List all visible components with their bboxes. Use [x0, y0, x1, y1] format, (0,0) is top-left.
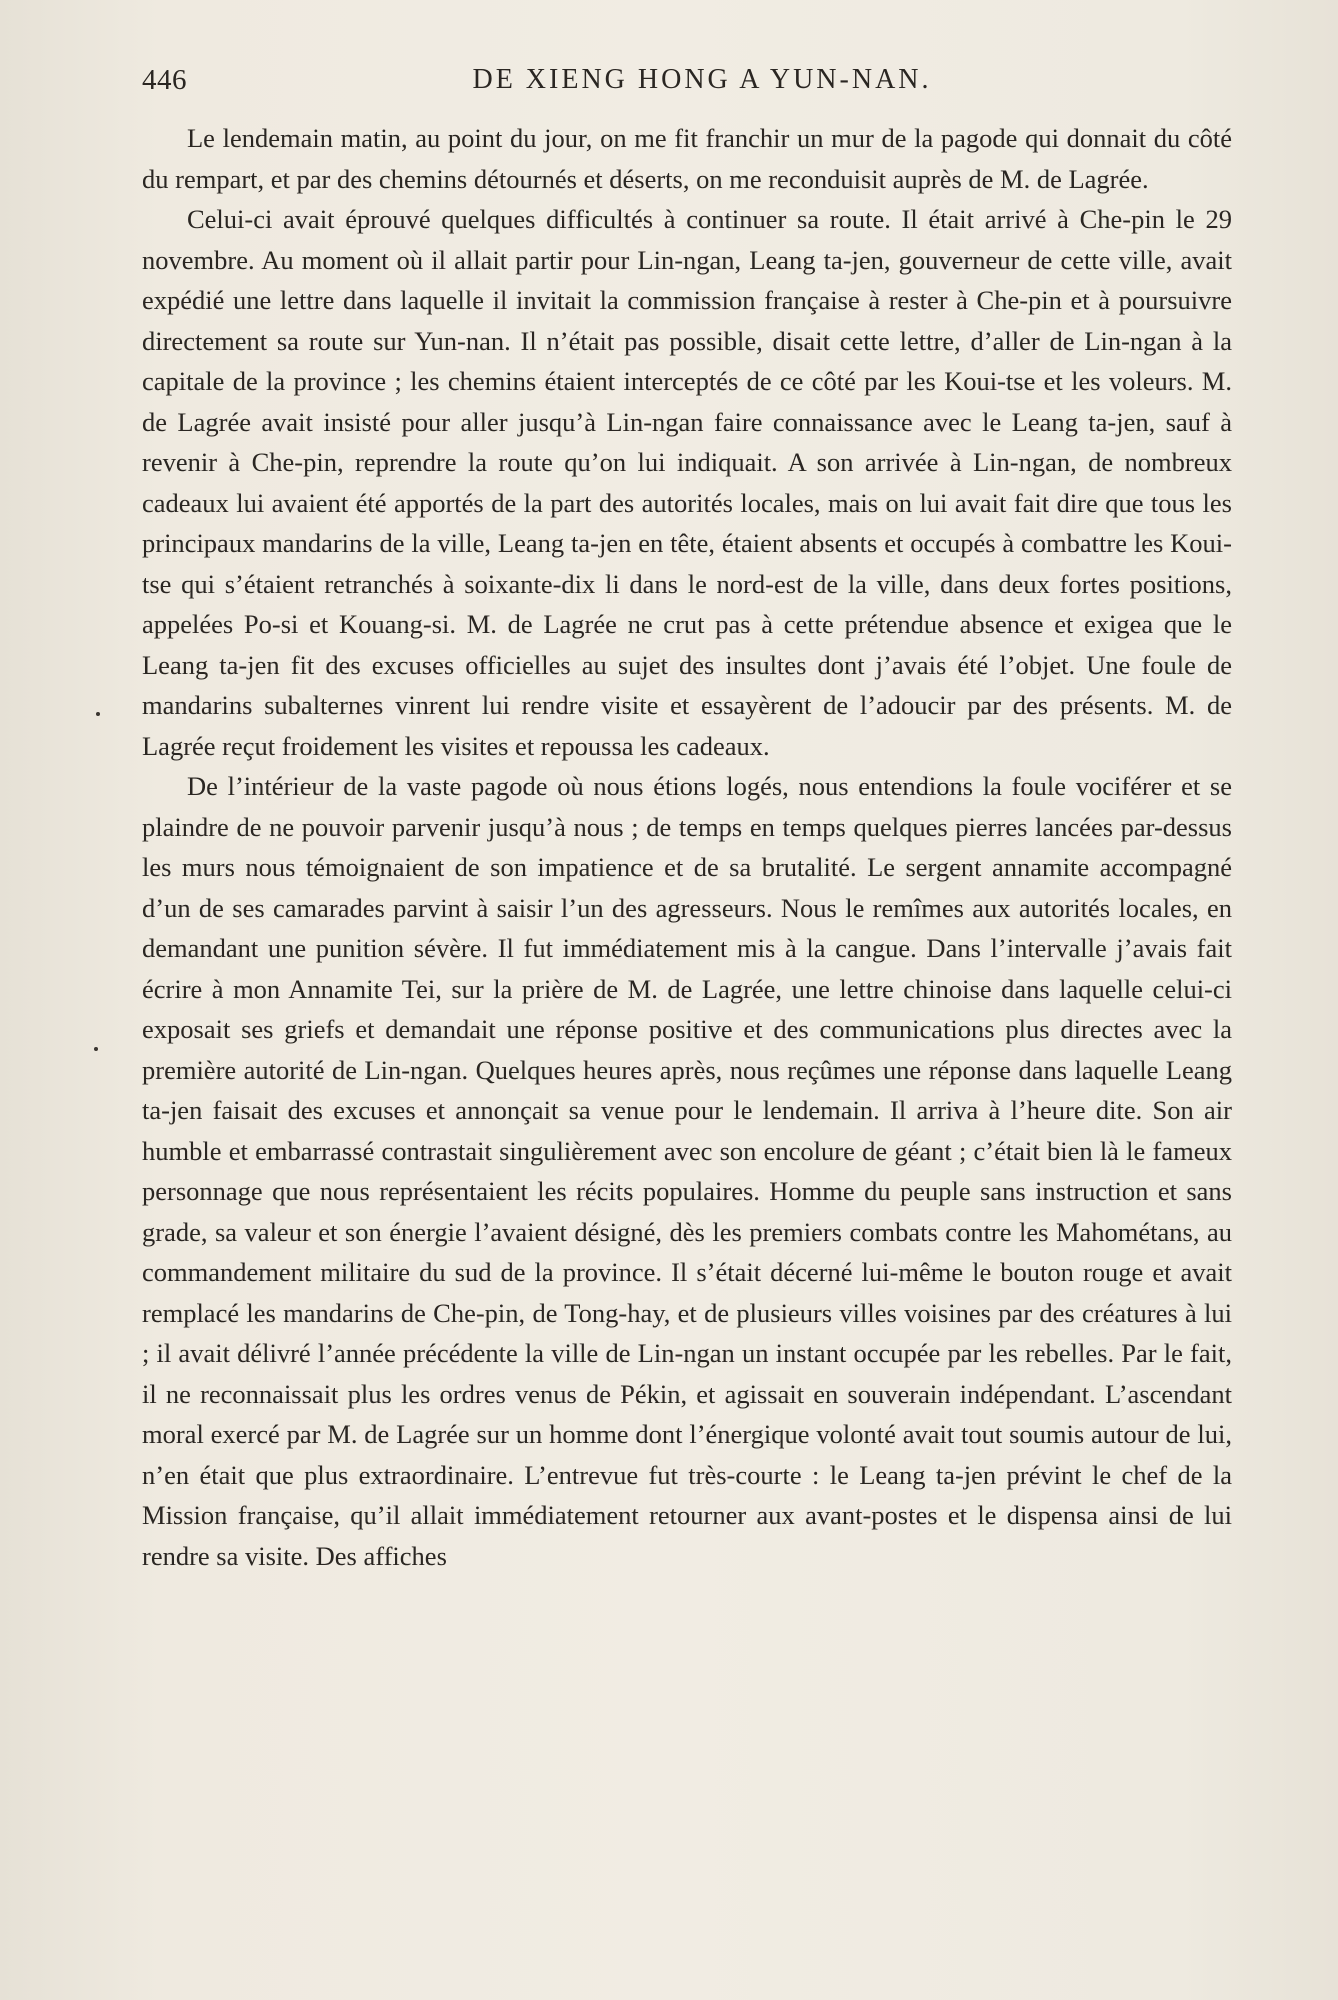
page-header — [142, 64, 1232, 104]
paragraph-1: Le lendemain matin, au point du jour, on me fit franchir un mur de la pagode qui donnait du côté du rempart, et par des chemins détournés et déserts, on me reconduisit auprès de M. de Lagrée. — [142, 123, 1232, 194]
body-text — [142, 118, 1232, 1576]
paragraph-3: De l’intérieur de la vaste pagode où nous étions logés, nous entendions la foule vociférer et se plaindre de ne pouvoir parvenir jusqu’à nous ; de temps en temps quelques pierres lancées par-dessus les murs nous témoignaient de son impatience et de sa brutalité. Le sergent annamite accompagné d’un de ses camarades parvint à saisir l’un des agresseurs. Nous le remîmes aux autorités locales, en demandant une punition sévère. Il fut immédiatement mis à la cangue. Dans l’intervalle j’avais fait écrire à mon Annamite Tei, sur la prière de M. de Lagrée, une lettre chinoise dans laquelle celui-ci exposait ses griefs et demandait une réponse positive et des communications plus directes avec la première autorité de Lin-ngan. Quelques heures après, nous reçûmes une réponse dans laquelle Leang ta-jen faisait des excuses et annonçait sa venue pour le lendemain. Il arriva à l’heure dite. Son air humble et embarrassé contrastait singulièrement avec son encolure de géant ; c’était bien là le fameux personnage que nous représentaient les récits populaires. Homme du peuple sans instruction et sans grade, sa valeur et son énergie l’avaient désigné, dès les premiers combats contre les Mahométans, au commandement militaire du sud de la province. Il s’était décerné lui-même le bouton rouge et avait remplacé les mandarins de Che-pin, de Tong-hay, et de plusieurs villes voisines par des créatures à lui ; il avait délivré l’année précédente la ville de Lin-ngan un instant occupée par les rebelles. Par le fait, il ne reconnaissait plus les ordres venus de Pékin, et agissait en souverain indépendant. L’ascendant moral exercé par M. de Lagrée sur un homme dont l’énergique volonté avait tout soumis autour de lui, n’en était que plus extraordinaire. L’entrevue fut très-courte : le Leang ta-jen prévint le chef de la Mission française, qu’il allait immédiatement retourner aux avant-postes et le dispensa ainsi de lui rendre sa visite. Des affiches — [142, 771, 1232, 1571]
running-title: DE XIENG HONG A YUN-NAN. — [472, 64, 932, 95]
margin-mark — [96, 712, 100, 716]
margin-mark — [94, 1047, 98, 1051]
page-number: 446 — [142, 64, 187, 96]
paragraph-2: Celui-ci avait éprouvé quelques difficultés à continuer sa route. Il était arrivé à Che-pin le 29 novembre. Au moment où il allait partir pour Lin-ngan, Leang ta-jen, gouverneur de cette ville, avait expédié une lettre dans laquelle il invitait la commission française à rester à Che-pin et à poursuivre directement sa route sur Yun-nan. Il n’était pas possible, disait cette lettre, d’aller de Lin-ngan à la capitale de la province ; les chemins étaient interceptés de ce côté par les Koui-tse et les voleurs. M. de Lagrée avait insisté pour aller jusqu’à Lin-ngan faire connaissance avec le Leang ta-jen, sauf à revenir à Che-pin, reprendre la route qu’on lui indiquait. A son arrivée à Lin-ngan, de nombreux cadeaux lui avaient été apportés de la part des autorités locales, mais on lui avait fait dire que tous les principaux mandarins de la ville, Leang ta-jen en tête, étaient absents et occupés à combattre les Koui-tse qui s’étaient retranchés à soixante-dix li dans le nord-est de la ville, dans deux fortes positions, appelées Po-si et Kouang-si. M. de Lagrée ne crut pas à cette prétendue absence et exigea que le Leang ta-jen fit des excuses officielles au sujet des insultes dont j’avais été l’objet. Une foule de mandarins subalternes vinrent lui rendre visite et essayèrent de l’adoucir par des présents. M. de Lagrée reçut froidement les visites et repoussa les cadeaux. — [142, 204, 1232, 761]
